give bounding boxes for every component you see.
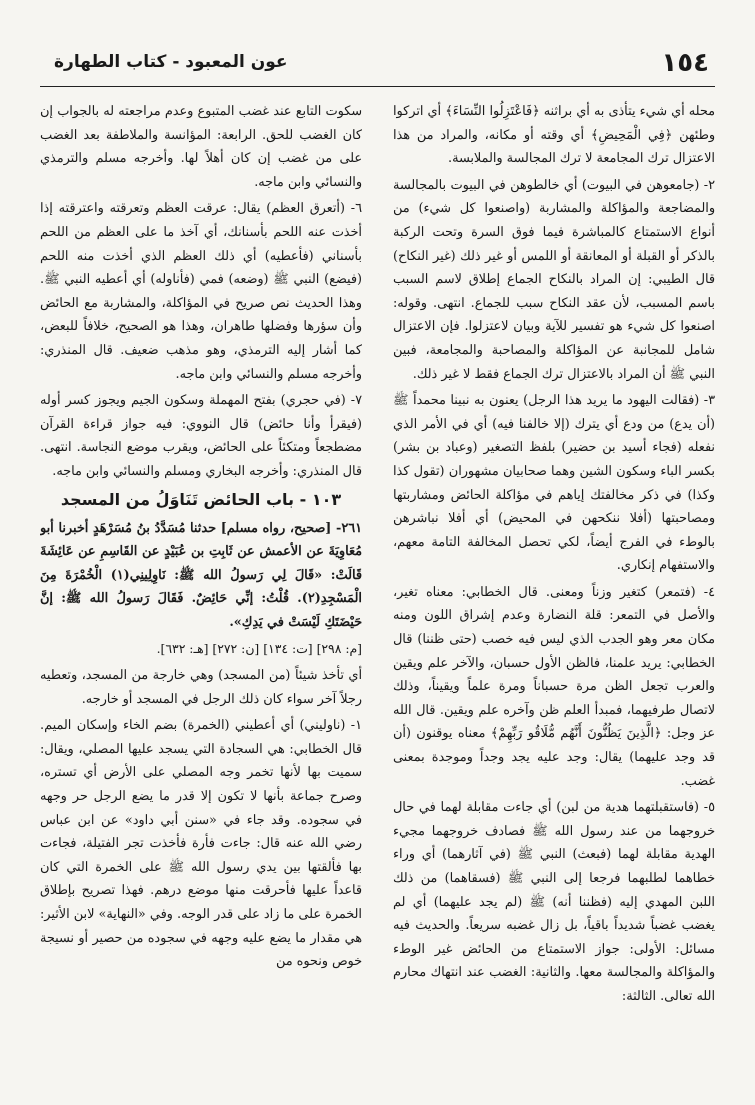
page-number: ١٥٤ bbox=[661, 48, 709, 78]
commentary-paragraph: أي تأخذ شيئاً (من المسجد) وهي خارجة من المسجد، وتعطيه رجلاً آخر سواء كان ذلك الرجل في المسجد أو خارجه. bbox=[40, 668, 362, 707]
hadith-reference: [م: ٢٩٨] [ت: ١٣٤] [ن: ٢٧٢] [هـ: ٦٣٢]. bbox=[156, 641, 362, 657]
commentary-paragraph: ٤- (فتمعر) كتغير وزناً ومعنى. قال الخطابي: معناه تغير، والأصل في التمعر: قلة النضارة وعدم إشراق اللون ومنه مكان معر وهو الجدب الذي ليس فيه خصب (حتى ظننا) قال الخطابي: يريد علمنا، فالظن الأول حسبان، والآخر علم ويقين والعرب تجعل الظن مرة حسباناً ومرة علماً ويقيناً، وذلك لاتصال طرفيهما، فمبدأ العلم ظن وآخره علم ويقين. قال الله عز وجل: ﴿الَّذِينَ يَظُنُّونَ أَنَّهُم مُّلَاقُو رَبِّهِمْ﴾ معناه يوقنون (أن قد وجد عليهما) يقال: وجد عليه يجد وجداً وموجدة بمعنى غضب. bbox=[393, 584, 715, 789]
commentary-paragraph: ١- (ناوليني) أي أعطيني (الخمرة) بضم الخاء وإسكان الميم. قال الخطابي: هي السجادة التي يسجد عليها المصلي، ويقال: سميت بها لأنها تخمر وجه المصلي على الأرض أي تستره، وصرح جماعة بأنها لا تكون إلا قدر ما يضع الرجل حر وجهه في سجوده. وقد جاء في «سنن أبي داود» عن ابن عباس رضي الله عنه قال: جاءت فأرة فأخذت تجر الفتيلة، فجاءت بها فألقتها بين يدي رسول الله ﷺ على الخمرة التي كان قاعداً عليها فأحرقت منها موضع درهم. فهذا تصريح بإطلاق الخمرة على ما زاد على قدر الوجه. وفي «النهاية» لابن الأثير: هي مقدار ما يضع عليه وجهه في سجوده من حصير أو نسيجة خوص ونحوه من bbox=[40, 718, 362, 970]
hadith-text: ٢٦١- [صحيح، رواه مسلم] حدثنا مُسَدَّدُ بنُ مُسَرْهَدٍ أخبرنا أبو مُعَاوِيَةَ عن الأعمش عن ثَابِتِ بن عُبَيْدٍ عن القَاسِمِ عن عَائِشَةَ قَالَتْ: «قَالَ لِي رَسولُ الله ﷺ: نَاوِلِينِي(١) الْخُمْرَةَ مِنَ الْمَسْجِدِ(٢). قُلْتُ: إنِّي حَائِضٌ. فَقَالَ رَسولُ الله ﷺ: إنَّ حَيْضَتَكِ لَيْسَتْ في يَدِكِ». bbox=[40, 520, 362, 630]
commentary-paragraph: ٧- (في حجري) بفتح المهملة وسكون الجيم ويجوز كسر أوله (فيقرأ وأنا حائض) قال النووي: فيه جواز قراءة القرآن مضطجعاً ومتكئاً على الحائض، ويقرب موضع النجاسة. انتهى. قال المنذري: وأخرجه البخاري ومسلم والنسائي وابن ماجه. bbox=[40, 393, 362, 479]
right-column bbox=[393, 100, 715, 1093]
text-columns bbox=[40, 100, 715, 1093]
page-header bbox=[40, 42, 715, 87]
chapter-heading: ١٠٣ - باب الحائض تَنَاوَلُ من المسجد bbox=[60, 489, 342, 509]
commentary-paragraph: محله أي شيء يتأذى به أي براثنه ﴿فَاعْتَزِلُوا النِّسَاءَ﴾ أي اتركوا وطئهن ﴿فِي الْمَحِيضِ﴾ أي وقته أو مكانه، والمراد من هذا الاعتزال ترك المجامعة لا ترك المجالسة والملابسة. bbox=[393, 104, 715, 167]
commentary-paragraph: سكوت التابع عند غضب المتبوع وعدم مراجعته له بالجواب إن كان الغضب للحق. الرابعة: المؤانسة والملاطفة بعد الغضب على من غضب إن كان أهلاً لها. وأخرجه مسلم والترمذي والنسائي وابن ماجه. bbox=[40, 104, 362, 190]
commentary-paragraph: ٦- (أتعرق العظم) يقال: عرقت العظم وتعرقته واعترقته إذا أخذت عنه اللحم بأسنانك، أي آخذ ما على العظم من اللحم بأسناني (فأعطيه) أي ذلك العظم الذي أخذت منه اللحم (فيضع) النبي ﷺ (وضعه) فمي (فأناوله) أي أعطيه النبي ﷺ. وهذا الحديث نص صريح في المؤاكلة، والمشاربة مع الحائض وأن سؤرها وفضلها طاهران، وهذا هو الصحيح، خلافاً للبعض، كما أشار إليه الترمذي، وهو مذهب ضعيف. قال المنذري: وأخرجه مسلم والنسائي وابن ماجه. bbox=[40, 201, 362, 382]
left-column bbox=[40, 100, 362, 1093]
running-head: عون المعبود - كتاب الطهارة bbox=[54, 52, 288, 72]
commentary-paragraph: ٥- (فاستقبلتهما هدية من لبن) أي جاءت مقابلة لهما في حال خروجهما من عند رسول الله ﷺ فصادف خروجهما مجيء الهدية مقابلة لهما (فبعث) النبي ﷺ (في آثارهما) أي وراء خطاهما لطلبهما فرجعا إلى النبي ﷺ (فسقاهما) من ذلك اللبن المهدي إليه (فظننا أنه) ﷺ (لم يجد عليهما) أي لم يغضب غضباً شديداً باقياً، بل زال غضبه سريعاً. والحديث فيه مسائل: الأولى: جواز الاستمتاع من الحائض غير الوطء والمؤاكلة والمجالسة معها. والثانية: الغضب عند انتهاك محارم الله تعالى. الثالثة: bbox=[393, 800, 715, 1004]
commentary-paragraph: ٢- (جامعوهن في البيوت) أي خالطوهن في البيوت بالمجالسة والمضاجعة والمؤاكلة والمشاربة (واصنعوا كل شيء) من أنواع الاستمتاع كالمباشرة فيما فوق السرة وتحت الركبة بالذكر أو القبلة أو المعانقة أو اللمس أو غير ذلك (غير النكاح) قال الطيبي: إن المراد بالنكاح الجماع إطلاق لاسم السبب باسم المسبب، لأن عقد النكاح سبب للجماع. انتهى. وقوله: اصنعوا كل شيء هو تفسير للآية وبيان لاعتزلوا. فإن الاعتزال شامل للمجانبة عن المؤاكلة والمصاحبة والمجامعة، فبين النبي ﷺ أن المراد بالاعتزال ترك الجماع فقط لا غير ذلك. bbox=[393, 177, 715, 382]
commentary-paragraph: ٣- (فقالت اليهود ما يريد هذا الرجل) يعنون به نبينا محمداً ﷺ (أن يدع) من ودع أي يترك (إلا خالفنا فيه) أي في الأمر الذي نفعله (فجاء أسيد بن حضير) بلفظ التصغير (وعباد بن بشر) بكسر الباء وسكون الشين وهما صحابيان مشهوران (تقول كذا وكذا) في ذكر مخالفتك إياهم في مؤاكلة الحائض ومشاربتها ومصاحبتها (أفلا ننكحهن في المحيض) أي أفلا نباشرهن بالوطء في الفرج أيضاً، لكي تحصل المخالفة التامة معهم، والاستفهام إنكاري. bbox=[393, 393, 715, 574]
